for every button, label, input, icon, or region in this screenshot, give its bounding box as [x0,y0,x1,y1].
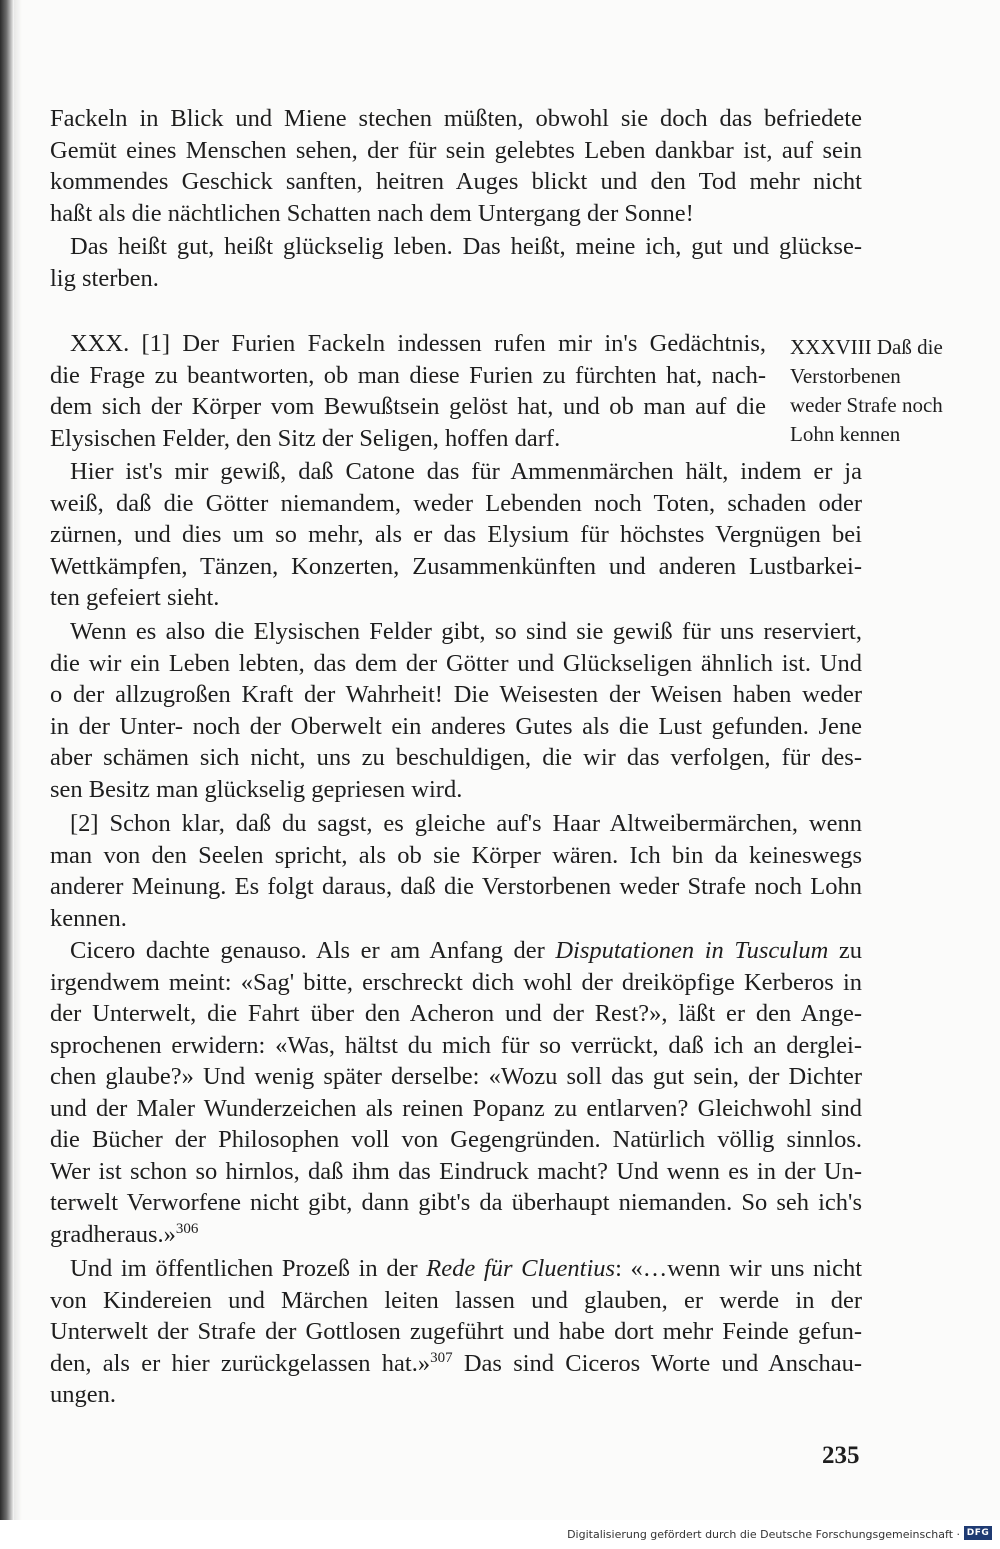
text-line: Und im öffentlichen Prozeß in der Rede für Cluentius: «…wenn wir uns nicht [70,1255,862,1282]
text-line: den, als er hier zurückgelassen hat.»$^{307}$ Das sind Ciceros Worte und Anschau- [50,1349,862,1377]
margin-note [790,333,980,449]
digitization-footer [0,1520,1000,1549]
text-line: Wettkämpfen, Tänzen, Konzerten, Zusammenkünften und anderen Lustbarkei- [50,552,862,580]
text-line: sprochenen erwidern: «Was, hältst du mich für so verrückt, daß ich an derglei- [50,1031,862,1059]
page-number: 235 [822,1442,860,1469]
text-line: der Unterwelt, die Fahrt über den Acheron und der Rest?», läßt er den Ange- [50,1000,862,1027]
text-line: Fackeln in Blick und Miene stechen müßten, obwohl sie doch das befriedete [50,105,862,132]
paragraph [50,103,862,229]
margin-note-line: Verstorbenen [790,364,901,388]
text-line: zürnen, und dies um so mehr, als er das Elysium für höchstes Vergnügen bei [50,521,862,548]
work-title: Disputationen in Tusculum [555,937,829,964]
funding-credit: Digitalisierung gefördert durch die Deutsche Forschungsgemeinschaft · [567,1528,960,1541]
text-line: kommendes Geschick sanften, heitren Auges blickt und den Tod mehr nicht [50,168,862,195]
text-line: o der allzugroßen Kraft der Wahrheit! Die Weisesten der Weisen haben weder [50,681,862,708]
text-line: chen glaube?» Und wenig später derselbe: «Wozu soll das gut sein, der Dichter [50,1063,862,1090]
margin-note-line: XXXVIII Daß die [790,335,943,359]
text-line: irgendwem meint: «Sag' bitte, erschreckt dich wohl der dreiköpfige Kerberos in [50,968,862,996]
paragraph [50,616,862,805]
text-line: lig sterben. [50,264,159,292]
paragraph [50,808,862,934]
paragraph [50,231,862,294]
text-line: weiß, daß die Götter niemandem, weder Lebenden noch Toten, schaden oder [50,489,862,517]
text-line: ungen. [50,1381,116,1408]
text-line: Hier ist's mir gewiß, daß Catone das für Ammenmärchen hält, indem er ja [70,458,862,485]
text-line: Das heißt gut, heißt glückselig leben. Das heißt, meine ich, gut und glückse- [70,233,862,260]
text-line: Elysischen Felder, den Sitz der Seligen, hoffen darf. [50,424,561,452]
text-line: XXX. [1] Der Furien Fackeln indessen rufen mir in's Gedächtnis, [70,330,766,357]
text-line: in der Unter- noch der Oberwelt ein anderes Gutes als die Lust gefunden. Jene [50,712,862,740]
paragraph [50,456,862,614]
text-line: Wer ist schon so hirnlos, daß ihm das Eindruck macht? Und wenn es in der Un- [50,1157,862,1185]
footnote-marker[interactable]: 307 [430,1349,453,1366]
text-line: man von den Seelen spricht, als ob sie Körper wären. Ich bin da keineswegs [50,841,862,869]
margin-note-line: Lohn kennen [790,422,901,446]
text-line: kennen. [50,904,127,932]
paragraph [50,1253,862,1411]
text-line: von Kindereien und Märchen leiten lassen und glauben, er werde in der [50,1286,862,1314]
text-line: die wir ein Leben lebten, das dem der Götter und Glückseligen ähnlich ist. Und [50,649,862,677]
text-line: Gemüt eines Menschen sehen, der für sein gelebtes Leben dankbar ist, auf sein [50,136,862,164]
text-line: gradheraus.»$^{306}$ [50,1220,199,1248]
margin-note-line: weder Strafe noch [790,393,943,417]
text-line: aber schämen sich nicht, uns zu beschuldigen, die wir das verfolgen, für des- [50,744,862,771]
footnote-marker[interactable]: 306 [175,1220,199,1237]
text-line: ten gefeiert sieht. [50,584,220,611]
text-line: haßt als die nächtlichen Schatten nach dem Untergang der Sonne! [50,199,694,227]
text-line: terwelt Verworfene nicht gibt, dann gibt's da überhaupt niemanden. So seh ich's [50,1189,862,1216]
text-line: Wenn es also die Elysischen Felder gibt, so sind sie gewiß für uns reserviert, [70,618,862,645]
dfg-logo-icon: DFG [964,1526,992,1540]
text-line: und der Maler Wunderzeichen als reinen Popanz zu entlarven? Gleichwohl sind [50,1094,862,1122]
binding-edge [0,0,14,1520]
text-line: Cicero dachte genauso. Als er am Anfang der Disputationen in Tusculum zu [70,937,862,964]
text-line: die Bücher der Philosophen voll von Gegengründen. Natürlich völlig sinnlos. [50,1126,862,1153]
paragraph [50,935,862,1250]
text-line: anderer Meinung. Es folgt daraus, daß die Verstorbenen weder Strafe noch Lohn [50,873,862,900]
text-line: [2] Schon klar, daß du sagst, es gleiche auf's Haar Altweibermärchen, wenn [70,810,862,837]
text-line: die Frage zu beantworten, ob man diese Furien zu fürchten hat, nach- [50,361,766,389]
text-line: Unterwelt der Strafe der Gottlosen zugeführt und habe dort mehr Feinde gefun- [50,1318,862,1345]
work-title: Rede für Cluentius [426,1255,616,1282]
text-line: sen Besitz man glückselig gepriesen wird. [50,775,463,803]
section-paragraph [50,328,766,454]
binding-shadow [14,0,22,1520]
text-line: dem sich der Körper vom Bewußtsein gelöst hat, und ob man auf die [50,393,766,420]
